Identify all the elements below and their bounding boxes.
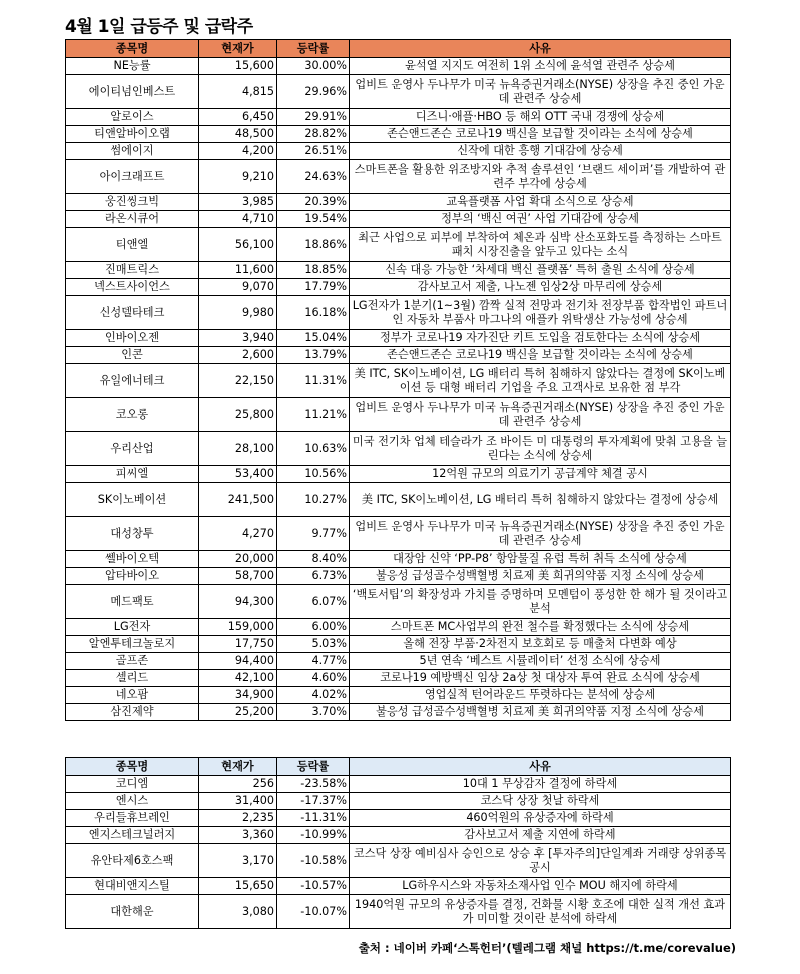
stock-name-cell: 현대비앤지스틸 (66, 878, 199, 895)
reason-cell: 10대 1 무상감자 결정에 하락세 (350, 776, 731, 793)
change-rate-cell: 4.02% (277, 687, 350, 704)
reason-cell: 올해 전장 부품·2차전지 보호회로 등 매출처 다변화 예상 (350, 636, 731, 653)
stock-name-cell: 코디엠 (66, 776, 199, 793)
header-row (66, 758, 731, 776)
price-cell: 2,600 (199, 347, 277, 364)
price-cell: 3,360 (199, 827, 277, 844)
table-row (66, 279, 731, 296)
table-row (66, 844, 731, 878)
reason-cell: 코스닥 상장 첫날 하락세 (350, 793, 731, 810)
stock-name-cell: 유안타제6호스팩 (66, 844, 199, 878)
table-row (66, 75, 731, 109)
stock-name-cell: SK이노베이션 (66, 483, 199, 517)
price-cell: 9,070 (199, 279, 277, 296)
price-cell: 34,900 (199, 687, 277, 704)
reason-cell: 코로나19 예방백신 임상 2a상 첫 대상자 투여 완료 소식에 상승세 (350, 670, 731, 687)
stock-name-cell: 인콘 (66, 347, 199, 364)
change-rate-cell: 17.79% (277, 279, 350, 296)
table-row (66, 347, 731, 364)
price-cell: 4,710 (199, 211, 277, 228)
price-cell: 20,000 (199, 551, 277, 568)
reason-cell: 코스닥 상장 예비심사 승인으로 상승 후 [투자주의]단일계좌 거래량 상위종목 공시 (350, 844, 731, 878)
change-rate-cell: 9.77% (277, 517, 350, 551)
price-cell: 4,270 (199, 517, 277, 551)
price-cell: 58,700 (199, 568, 277, 585)
price-cell: 4,815 (199, 75, 277, 109)
stock-name-cell: 유일에너테크 (66, 364, 199, 398)
stock-name-cell: 진매트릭스 (66, 262, 199, 279)
change-rate-cell: -10.99% (277, 827, 350, 844)
price-cell: 42,100 (199, 670, 277, 687)
change-rate-cell: 18.85% (277, 262, 350, 279)
falling-stocks-table (65, 757, 731, 929)
reason-cell: 스마트폰 MC사업부의 완전 철수를 확정했다는 소식에 상승세 (350, 619, 731, 636)
reason-cell: 12억원 규모의 의료기기 공급계약 체결 공시 (350, 466, 731, 483)
reason-cell: 존슨앤드존슨 코로나19 백신을 보급할 것이라는 소식에 상승세 (350, 126, 731, 143)
table-row (66, 194, 731, 211)
table-row (66, 793, 731, 810)
price-cell: 256 (199, 776, 277, 793)
header-rate: 등락률 (277, 40, 350, 58)
price-cell: 241,500 (199, 483, 277, 517)
reason-cell: 미국 전기차 업체 테슬라가 조 바이든 미 대통령의 투자계획에 맞춰 고용을 늘린다는 소식에 상승세 (350, 432, 731, 466)
header-name: 종목명 (66, 40, 199, 58)
change-rate-cell: 18.86% (277, 228, 350, 262)
price-cell: 25,800 (199, 398, 277, 432)
stock-name-cell: 아이크래프트 (66, 160, 199, 194)
reason-cell: 460억원의 유상증자에 하락세 (350, 810, 731, 827)
stock-name-cell: 셀리드 (66, 670, 199, 687)
price-cell: 56,100 (199, 228, 277, 262)
stock-name-cell: 코오롱 (66, 398, 199, 432)
change-rate-cell: -17.37% (277, 793, 350, 810)
reason-cell: 감사보고서 제출 지연에 하락세 (350, 827, 731, 844)
change-rate-cell: 29.96% (277, 75, 350, 109)
stock-name-cell: 쎌바이오텍 (66, 551, 199, 568)
stock-name-cell: 우리들휴브레인 (66, 810, 199, 827)
table-row (66, 568, 731, 585)
reason-cell: ‘백토서팁’의 확장성과 가치를 증명하며 모멘텀이 풍성한 한 해가 될 것이라고 분석 (350, 585, 731, 619)
change-rate-cell: 6.73% (277, 568, 350, 585)
reason-cell: 디즈니·애플·HBO 등 해외 OTT 국내 경쟁에 상승세 (350, 109, 731, 126)
header-reason: 사유 (350, 758, 731, 776)
table-row (66, 687, 731, 704)
table-row (66, 653, 731, 670)
change-rate-cell: 10.63% (277, 432, 350, 466)
price-cell: 31,400 (199, 793, 277, 810)
change-rate-cell: 4.77% (277, 653, 350, 670)
stock-name-cell: 신성델타테크 (66, 296, 199, 330)
stock-name-cell: 삼진제약 (66, 704, 199, 721)
price-cell: 4,200 (199, 143, 277, 160)
change-rate-cell: -10.07% (277, 895, 350, 929)
reason-cell: 윤석열 지지도 여전히 1위 소식에 윤석열 관련주 상승세 (350, 58, 731, 75)
stock-name-cell: 압타바이오 (66, 568, 199, 585)
price-cell: 28,100 (199, 432, 277, 466)
change-rate-cell: 16.18% (277, 296, 350, 330)
stock-name-cell: 우리산업 (66, 432, 199, 466)
stock-name-cell: 라온시큐어 (66, 211, 199, 228)
change-rate-cell: -10.58% (277, 844, 350, 878)
change-rate-cell: -11.31% (277, 810, 350, 827)
table-row (66, 211, 731, 228)
price-cell: 94,300 (199, 585, 277, 619)
change-rate-cell: 5.03% (277, 636, 350, 653)
header-row (66, 40, 731, 58)
change-rate-cell: 6.00% (277, 619, 350, 636)
change-rate-cell: 11.31% (277, 364, 350, 398)
table-row (66, 636, 731, 653)
table-row (66, 398, 731, 432)
reason-cell: 감사보고서 제출, 나노젠 임상2상 마무리에 상승세 (350, 279, 731, 296)
table-row (66, 432, 731, 466)
price-cell: 9,210 (199, 160, 277, 194)
table-row (66, 895, 731, 929)
change-rate-cell: 30.00% (277, 58, 350, 75)
table-row (66, 296, 731, 330)
table-row (66, 126, 731, 143)
table-row (66, 670, 731, 687)
change-rate-cell: 20.39% (277, 194, 350, 211)
change-rate-cell: 4.60% (277, 670, 350, 687)
reason-cell: 스마트폰을 활용한 위조방지와 추적 솔루션인 ‘브랜드 세이퍼’를 개발하여 관련주 부각에 상승세 (350, 160, 731, 194)
stock-name-cell: NE능률 (66, 58, 199, 75)
price-cell: 3,080 (199, 895, 277, 929)
price-cell: 94,400 (199, 653, 277, 670)
table-row (66, 109, 731, 126)
reason-cell: 美 ITC, SK이노베이션, LG 배터리 특허 침해하지 않았다는 결정에 상승세 (350, 483, 731, 517)
table-row (66, 704, 731, 721)
reason-cell: 최근 사업으로 피부에 부착하여 체온과 심박 산소포화도를 측정하는 스마트 패치 시장진출을 앞두고 있다는 소식 (350, 228, 731, 262)
stock-name-cell: 대성창투 (66, 517, 199, 551)
reason-cell: 교육플랫폼 사업 확대 소식으로 상승세 (350, 194, 731, 211)
table-row (66, 160, 731, 194)
stock-name-cell: 에이티넘인베스트 (66, 75, 199, 109)
page-title: 4월 1일 급등주 및 급락주 (65, 17, 253, 37)
header-rate: 등락률 (277, 758, 350, 776)
stock-name-cell: 메드팩토 (66, 585, 199, 619)
change-rate-cell: 13.79% (277, 347, 350, 364)
price-cell: 17,750 (199, 636, 277, 653)
header-name: 종목명 (66, 758, 199, 776)
table-row (66, 483, 731, 517)
change-rate-cell: 11.21% (277, 398, 350, 432)
stock-name-cell: 넥스트사이언스 (66, 279, 199, 296)
reason-cell: 정부의 ‘백신 여권’ 사업 기대감에 상승세 (350, 211, 731, 228)
price-cell: 3,170 (199, 844, 277, 878)
stock-name-cell: 대한해운 (66, 895, 199, 929)
price-cell: 159,000 (199, 619, 277, 636)
price-cell: 22,150 (199, 364, 277, 398)
table-row (66, 878, 731, 895)
stock-name-cell: 티앤알바이오랩 (66, 126, 199, 143)
change-rate-cell: 28.82% (277, 126, 350, 143)
header-price: 현재가 (199, 758, 277, 776)
price-cell: 15,650 (199, 878, 277, 895)
header-reason: 사유 (350, 40, 731, 58)
change-rate-cell: 19.54% (277, 211, 350, 228)
reason-cell: 존슨앤드존슨 코로나19 백신을 보급할 것이라는 소식에 상승세 (350, 347, 731, 364)
table-row (66, 364, 731, 398)
change-rate-cell: -10.57% (277, 878, 350, 895)
change-rate-cell: 24.63% (277, 160, 350, 194)
stock-name-cell: 썸에이지 (66, 143, 199, 160)
table-row (66, 776, 731, 793)
stock-name-cell: 엔시스 (66, 793, 199, 810)
table-row (66, 58, 731, 75)
price-cell: 53,400 (199, 466, 277, 483)
change-rate-cell: -23.58% (277, 776, 350, 793)
stock-name-cell: 골프존 (66, 653, 199, 670)
reason-cell: 업비트 운영사 두나무가 미국 뉴욕증권거래소(NYSE) 상장을 추진 중인 가운데 관련주 상승세 (350, 517, 731, 551)
reason-cell: 업비트 운영사 두나무가 미국 뉴욕증권거래소(NYSE) 상장을 추진 중인 가운데 관련주 상승세 (350, 75, 731, 109)
stock-name-cell: 티앤엘 (66, 228, 199, 262)
reason-cell: LG전자가 1분기(1~3월) 깜짝 실적 전망과 전기차 전장부품 합작법인 파트너인 자동차 부품사 마그나의 애플카 위탁생산 가능성에 상승세 (350, 296, 731, 330)
reason-cell: 업비트 운영사 두나무가 미국 뉴욕증권거래소(NYSE) 상장을 추진 중인 가운데 관련주 상승세 (350, 398, 731, 432)
reason-cell: 영업실적 턴어라운드 뚜렷하다는 분석에 상승세 (350, 687, 731, 704)
reason-cell: 신속 대응 가능한 ‘차세대 백신 플랫폼’ 특허 출원 소식에 상승세 (350, 262, 731, 279)
change-rate-cell: 29.91% (277, 109, 350, 126)
change-rate-cell: 8.40% (277, 551, 350, 568)
table-row (66, 517, 731, 551)
stock-name-cell: 알엔투테크놀로지 (66, 636, 199, 653)
reason-cell: 불응성 급성골수성백혈병 치료제 美 희귀의약품 지정 소식에 상승세 (350, 704, 731, 721)
reason-cell: 美 ITC, SK이노베이션, LG 배터리 특허 침해하지 않았다는 결정에 SK이노베이션 등 대형 배터리 기업을 주요 고객사로 보유한 점 부각 (350, 364, 731, 398)
table-row (66, 143, 731, 160)
reason-cell: 1940억원 규모의 유상증자를 결정, 건화물 시황 호조에 대한 실적 개선 효과가 미미할 것이란 분석에 하락세 (350, 895, 731, 929)
reason-cell: 5년 연속 ‘베스트 시뮬레이터’ 선정 소식에 상승세 (350, 653, 731, 670)
stock-name-cell: 네오팜 (66, 687, 199, 704)
source-note: 출처 : 네이버 카페‘스톡헌터’(텔레그램 채널 https://t.me/corevalue) (358, 941, 736, 955)
price-cell: 11,600 (199, 262, 277, 279)
price-cell: 3,985 (199, 194, 277, 211)
stock-name-cell: 인바이오젠 (66, 330, 199, 347)
price-cell: 2,235 (199, 810, 277, 827)
change-rate-cell: 10.27% (277, 483, 350, 517)
price-cell: 15,600 (199, 58, 277, 75)
price-cell: 48,500 (199, 126, 277, 143)
table-row (66, 827, 731, 844)
table-row (66, 228, 731, 262)
table-row (66, 619, 731, 636)
stock-name-cell: 피씨엘 (66, 466, 199, 483)
price-cell: 9,980 (199, 296, 277, 330)
reason-cell: 불응성 급성골수성백혈병 치료제 美 희귀의약품 지정 소식에 상승세 (350, 568, 731, 585)
change-rate-cell: 3.70% (277, 704, 350, 721)
change-rate-cell: 15.04% (277, 330, 350, 347)
table-row (66, 551, 731, 568)
stock-name-cell: LG전자 (66, 619, 199, 636)
table-row (66, 810, 731, 827)
change-rate-cell: 6.07% (277, 585, 350, 619)
stock-name-cell: 웅진씽크빅 (66, 194, 199, 211)
table-row (66, 262, 731, 279)
rising-stocks-table (65, 39, 731, 721)
change-rate-cell: 10.56% (277, 466, 350, 483)
reason-cell: LG하우시스와 자동차소재사업 인수 MOU 해지에 하락세 (350, 878, 731, 895)
change-rate-cell: 26.51% (277, 143, 350, 160)
price-cell: 25,200 (199, 704, 277, 721)
stock-name-cell: 알로이스 (66, 109, 199, 126)
reason-cell: 신작에 대한 흥행 기대감에 상승세 (350, 143, 731, 160)
table-row (66, 330, 731, 347)
header-price: 현재가 (199, 40, 277, 58)
price-cell: 6,450 (199, 109, 277, 126)
table-row (66, 585, 731, 619)
reason-cell: 정부가 코로나19 자가진단 키트 도입을 검토한다는 소식에 상승세 (350, 330, 731, 347)
stock-name-cell: 엔지스테크널러지 (66, 827, 199, 844)
reason-cell: 대장암 신약 ‘PP-P8’ 항암물질 유럽 특허 취득 소식에 상승세 (350, 551, 731, 568)
price-cell: 3,940 (199, 330, 277, 347)
table-row (66, 466, 731, 483)
